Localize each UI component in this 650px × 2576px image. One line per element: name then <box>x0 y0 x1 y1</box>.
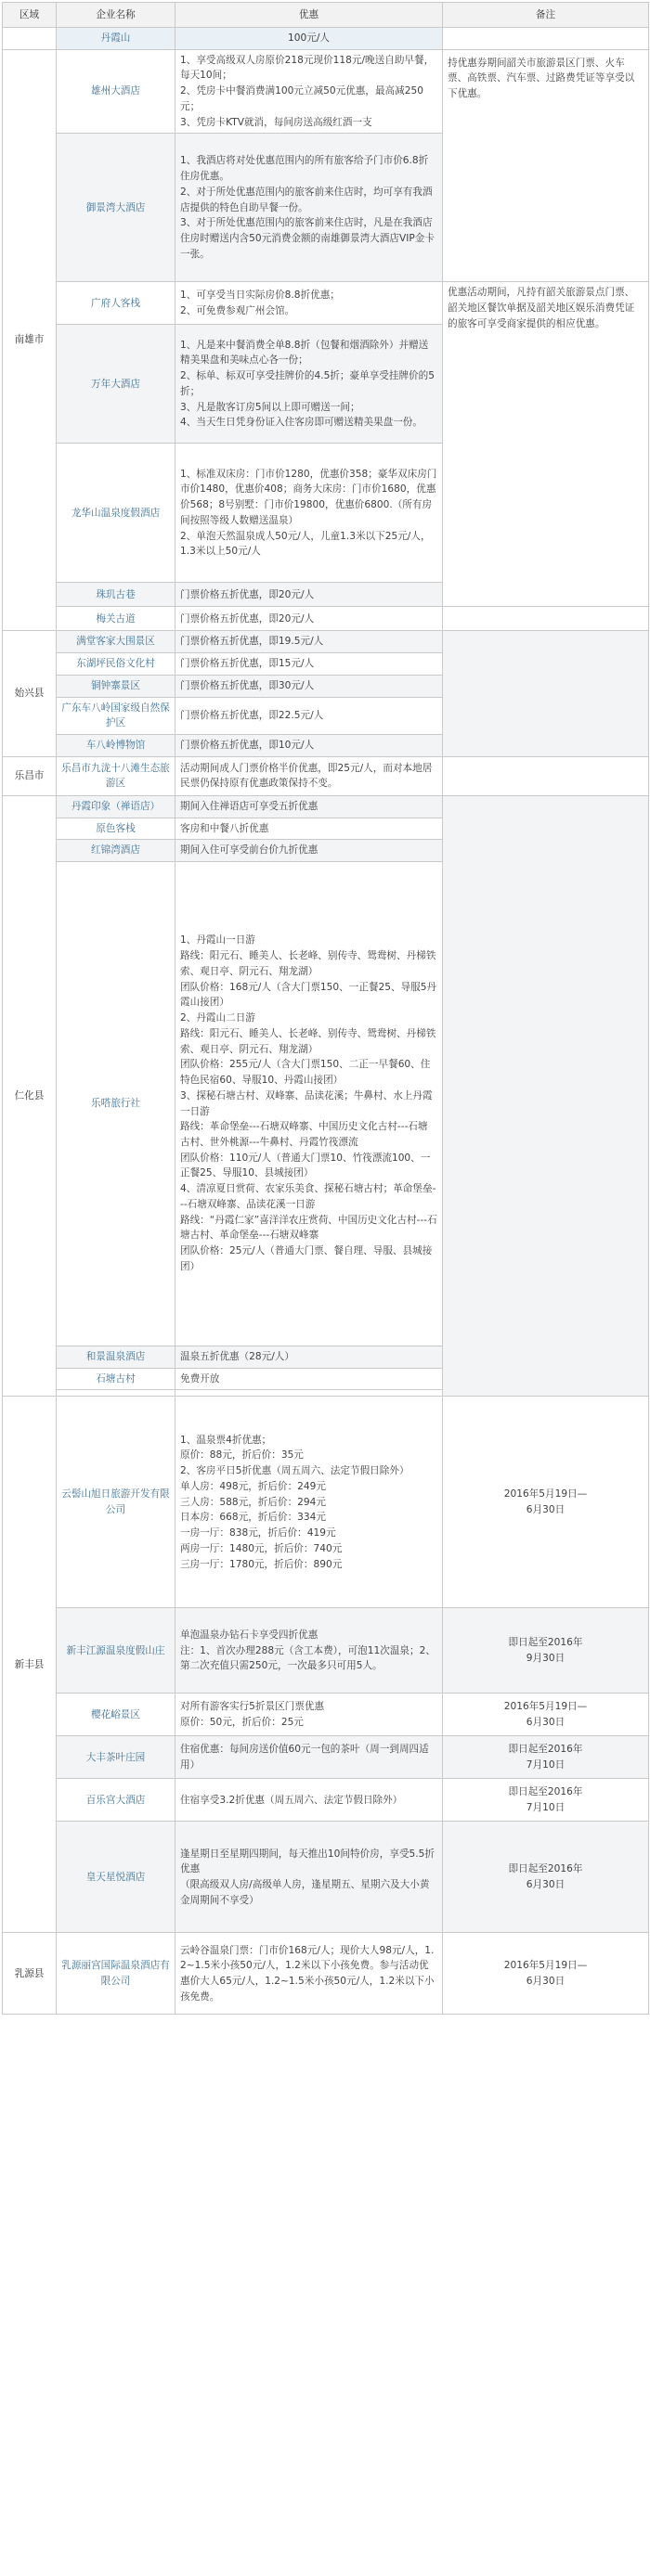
enterprise-zhuji: 珠玑古巷 <box>57 583 176 607</box>
offer-line: 团队价格：110元/人（普通大门票10、竹筏漂流100、一正餐25、导服10、县城接团） <box>180 1152 431 1179</box>
offer-line: 三房一厅：1780元，折后价：890元 <box>180 1558 343 1570</box>
offer-table <box>2 2 649 2015</box>
note-chaye <box>443 1736 649 1779</box>
offer-yujingwan <box>176 134 443 282</box>
offer-danxia-yinxiang: 期间入住禅语店可享受五折优惠 <box>176 795 443 818</box>
offer-line: 3、对于所处优惠范围内的旅客前来住店时，凡是在我酒店住房时赠送内含50元消费金额的南雄御景湾大酒店VIP金卡一张。 <box>180 217 435 260</box>
note-ligong <box>443 1933 649 2015</box>
offer-line: 1、温泉票4折优惠； <box>180 1434 272 1446</box>
table-row <box>3 1608 649 1694</box>
enterprise-danxia-yinxiang: 丹霞印象（禅语店） <box>57 795 176 818</box>
enterprise-longhuashan: 龙华山温泉度假酒店 <box>57 444 176 583</box>
enterprise-donghuping: 东湖坪民俗文化村 <box>57 653 176 676</box>
empty-cell <box>443 607 649 631</box>
enterprise-yunjian: 云髻山旭日旅游开发有限公司 <box>57 1397 176 1608</box>
enterprise-chebaling-museum: 车八岭博物馆 <box>57 735 176 757</box>
table-row <box>3 1933 649 2015</box>
offer-chebaling: 门票价格五折优惠，即22.5元/人 <box>176 697 443 734</box>
offer-line: （限高级双人房/高级单人房，逢星期五、星期六及大小黄金周期间不享受） <box>180 1878 430 1906</box>
offer-yuanse: 客房和中餐八折优惠 <box>176 818 443 840</box>
offer-line: 对所有游客实行5折景区门票优惠 <box>180 1701 325 1713</box>
table-row <box>3 1694 649 1736</box>
offer-ligong: 云岭谷温泉门票：门市价168元/人；现价大人98元/人，1.2~1.5米小孩50元/人，1.2米以下小孩免费。参与活动优惠价大人65元/人，1.2~1.5米小孩50元/人，1.2米以下小孩免费。 <box>176 1933 443 2015</box>
enterprise-jiangbian: 新丰江源温泉度假山庄 <box>57 1608 176 1694</box>
offer-line: 2、客房平日5折优惠（周五周六、法定节假日除外） <box>180 1465 410 1477</box>
note-line: 7月10日 <box>526 1801 566 1813</box>
enterprise-chebaling: 广东车八岭国家级自然保护区 <box>57 697 176 734</box>
note-line: 即日起至2016年 <box>508 1637 583 1649</box>
enterprise-huangtian: 皇天星悦酒店 <box>57 1822 176 1933</box>
enterprise-yuanse: 原色客栈 <box>57 818 176 840</box>
note-nanxiong-2 <box>443 282 649 607</box>
empty-cell <box>57 1390 176 1397</box>
empty-cell <box>443 28 649 50</box>
empty-cell <box>443 756 649 795</box>
note-line: 即日起至2016年 <box>508 1744 583 1756</box>
offer-line: 2、凭房卡中餐消费满100元立减50元优惠，最高减250元； <box>180 85 423 112</box>
offer-line: 3、凭房卡KTV就消，每间房送高级红酒一支 <box>180 116 372 128</box>
empty-cell <box>176 1390 443 1397</box>
offer-line: 4、当天生日凭身份证入住客房即可赠送精美果盘一份。 <box>180 417 422 429</box>
offer-line: 路线：革命堡垒---石塘双峰寨、中国历史文化古村---石塘古村、世外桃源---牛鼻村、丹霞竹筏漂流 <box>180 1121 428 1148</box>
offer-line: 2、对于所处优惠范围内的旅客前来住店时，均可享有我酒店提供的特色自助早餐一份。 <box>180 186 433 213</box>
offer-line: 一房一厅：838元，折后价：419元 <box>180 1527 336 1539</box>
enterprise-mantang: 满堂客家大围景区 <box>57 631 176 653</box>
offer-line: 1、享受高级双人房原价218元现价118元/晚送自助早餐，每天10间； <box>180 54 435 82</box>
note-baile <box>443 1779 649 1822</box>
note-line: 2016年5月19日— <box>503 1701 588 1713</box>
offer-line: 日本房：668元，折后价：334元 <box>180 1512 326 1524</box>
note-line: 2016年5月19日— <box>503 1488 588 1501</box>
offer-line: 3、凡是散客订房5间以上即可赠送一间； <box>180 401 360 413</box>
table-row <box>3 1397 649 1608</box>
offer-line: 原价：88元，折后价：35元 <box>180 1449 304 1462</box>
offer-line: 2、标单、标双可享受挂牌价的4.5折；豪单享受挂牌价的5折； <box>180 370 435 397</box>
enterprise-leda: 乐嗒旅行社 <box>57 862 176 1346</box>
offer-line: 团队价格：168元/人（含大门票150、一正餐25、导服5丹霞山接团） <box>180 981 437 1009</box>
note-line: 即日起至2016年 <box>508 1786 583 1798</box>
region-shixing: 始兴县 <box>3 631 57 756</box>
note-line: 2016年5月19日— <box>503 1960 588 1972</box>
offer-line: 3、探秘石塘古村、双峰寨、品读花溪；牛鼻村、水上丹霞一日游 <box>180 1089 433 1117</box>
header-region: 区域 <box>3 3 57 28</box>
offer-line: 路线：阳元石、睡美人、长老峰、别传寺、鸳鸯树、丹梯铁索、观日亭、阴元石、翔龙湖） <box>180 950 436 977</box>
offer-baile: 住宿享受3.2折优惠（周五周六、法定节假日除外） <box>176 1779 443 1822</box>
offer-line: 注：1、首次办理288元（含工本费），可泡11次温泉；2、第二次充值只需250元，一次最多只可用5人。 <box>180 1644 436 1672</box>
offer-line: 1、标准双床房：门市价1280，优惠价358；豪华双床房门市价1480，优惠价408；商务大床房：门市价1680，优惠价568；8号别墅：门市价19800，优惠价6800.（所有房间按照等级人数赠送温泉） <box>180 468 437 526</box>
offer-line: 原价：50元，折后价：25元 <box>180 1716 304 1728</box>
offer-zhuji: 门票价格五折优惠，即20元/人 <box>176 583 443 607</box>
table-row <box>3 28 649 50</box>
table-row <box>3 631 649 653</box>
offer-donghuping: 门票价格五折优惠，即15元/人 <box>176 653 443 676</box>
note-line: 6月30日 <box>526 1503 566 1515</box>
offer-line: 4、清凉夏日赏荷、农家乐美食、探秘石塘古村；革命堡垒---石塘双峰寨、品读花溪一日游 <box>180 1183 436 1210</box>
region-xinfeng: 新丰县 <box>3 1397 57 1933</box>
offer-hejing: 温泉五折优惠（28元/人） <box>176 1346 443 1369</box>
offer-line: 1、丹霞山一日游 <box>180 934 255 947</box>
offer-line: 2、可免费参观广州会馆。 <box>180 304 295 316</box>
offer-line: 单人房：498元，折后价：249元 <box>180 1480 326 1492</box>
header-note: 备注 <box>443 3 649 28</box>
table-row <box>3 1736 649 1779</box>
table-row <box>3 607 649 631</box>
empty-cell <box>443 631 649 756</box>
note-line: 6月30日 <box>526 1878 566 1890</box>
enterprise-meiguan: 梅关古道 <box>57 607 176 631</box>
offer-line: 1、可享受当日实际房价8.8折优惠； <box>180 290 340 302</box>
enterprise-tongzhongzhai: 铜钟寨景区 <box>57 675 176 697</box>
empty-cell <box>443 795 649 1397</box>
note-jiangbian <box>443 1608 649 1694</box>
table-row <box>3 1779 649 1822</box>
note-line: 9月30日 <box>526 1652 566 1664</box>
offer-wannian <box>176 325 443 444</box>
offer-jiulong: 活动期间成人门票价格半价优惠，即25元/人，而对本地居民票仍保持原有优惠政策保持不变。 <box>176 756 443 795</box>
offer-mantang: 门票价格五折优惠，即19.5元/人 <box>176 631 443 653</box>
table-row <box>3 49 649 134</box>
offer-longhuashan <box>176 444 443 583</box>
offer-leda <box>176 862 443 1346</box>
table-row <box>3 795 649 818</box>
region-lechang: 乐昌市 <box>3 756 57 795</box>
offer-line: 1、凡是来中餐消费全单8.8折（包餐和烟酒除外）并赠送精美果盘和美味点心各一份； <box>180 339 429 367</box>
region-renhua: 仁化县 <box>3 795 57 1397</box>
empty-cell <box>3 28 57 50</box>
offer-huangtian <box>176 1822 443 1933</box>
table-row <box>3 282 649 325</box>
note-line: 优惠活动期间，凡持有韶关旅游景点门票、韶关地区餐饮单据及韶关地区娱乐消费凭证的旅客可享受商家提供的相应优惠。 <box>448 287 635 329</box>
note-line: 7月10日 <box>526 1758 566 1771</box>
offer-xiongzhou <box>176 49 443 134</box>
header-enterprise: 企业名称 <box>57 3 176 28</box>
enterprise-yinghua: 樱花峪景区 <box>57 1694 176 1736</box>
offer-line: 2、丹霞山二日游 <box>180 1012 255 1024</box>
offer-line: 路线：“丹霞仁家”喜洋洋农庄赏荷、中国历史文化古村---石塘古村、革命堡垒---石塘双峰寨 <box>180 1214 437 1242</box>
offer-line: 逢星期日至星期四期间，每天推出10间特价房，享受5.5折优惠 <box>180 1848 435 1875</box>
enterprise-yujingwan: 御景湾大酒店 <box>57 134 176 282</box>
offer-tongzhongzhai: 门票价格五折优惠，即30元/人 <box>176 675 443 697</box>
offer-danxia: 100元/人 <box>176 28 443 50</box>
offer-line: 团队价格：25元/人（普通大门票、餐自理、导服、县城接团） <box>180 1245 433 1272</box>
offer-line: 两房一厅：1480元，折后价：740元 <box>180 1542 343 1554</box>
enterprise-jiulong: 乐昌市九泷十八滩生态旅游区 <box>57 756 176 795</box>
offer-line: 单泡温泉办钻石卡享受四折优惠 <box>180 1629 318 1641</box>
enterprise-hongjinwan: 红锦湾酒店 <box>57 840 176 862</box>
offer-hongjinwan: 期间入住可享受前台价九折优惠 <box>176 840 443 862</box>
region-ruyuan: 乳源县 <box>3 1933 57 2015</box>
offer-chebaling-museum: 门票价格五折优惠，即10元/人 <box>176 735 443 757</box>
offer-line: 路线：阳元石、睡美人、长老峰、别传寺、鸳鸯树、丹梯铁索、观日亭、阴元石、翔龙湖） <box>180 1027 436 1055</box>
offer-yinghua <box>176 1694 443 1736</box>
enterprise-danxia: 丹霞山 <box>57 28 176 50</box>
enterprise-xiongzhou: 雄州大酒店 <box>57 49 176 134</box>
offer-guangfuren <box>176 282 443 325</box>
offer-chaye: 住宿优惠：每间房送价值60元一包的茶叶（周一到周四适用） <box>176 1736 443 1779</box>
region-nanxiong: 南雄市 <box>3 49 57 631</box>
note-line: 即日起至2016年 <box>508 1863 583 1875</box>
offer-table-sheet <box>2 2 648 2015</box>
offer-meiguan: 门票价格五折优惠，即20元/人 <box>176 607 443 631</box>
offer-yunjian <box>176 1397 443 1608</box>
enterprise-chaye: 大丰茶叶庄园 <box>57 1736 176 1779</box>
offer-line: 团队价格：255元/人（含大门票150、二正一早餐60、住特色民宿60、导服10、丹霞山接团） <box>180 1059 431 1087</box>
enterprise-baile: 百乐宫大酒店 <box>57 1779 176 1822</box>
note-line: 6月30日 <box>526 1716 566 1728</box>
table-row <box>3 1822 649 1933</box>
note-line: 6月30日 <box>526 1975 566 1987</box>
offer-line: 三人房：588元，折后价：294元 <box>180 1496 326 1508</box>
enterprise-shitang: 石塘古村 <box>57 1368 176 1390</box>
header-offer: 优惠 <box>176 3 443 28</box>
offer-line: 2、单泡天然温泉成人50元/人，儿童1.3米以下25元/人，1.3米以上50元/人 <box>180 530 431 558</box>
offer-jiangbian <box>176 1608 443 1694</box>
enterprise-hejing: 和景温泉酒店 <box>57 1346 176 1369</box>
enterprise-ligong: 乳源丽宫国际温泉酒店有限公司 <box>57 1933 176 2015</box>
enterprise-wannian: 万年大酒店 <box>57 325 176 444</box>
offer-shitang: 免费开放 <box>176 1368 443 1390</box>
enterprise-guangfuren: 广府人客栈 <box>57 282 176 325</box>
note-yinghua <box>443 1694 649 1736</box>
note-yunjian <box>443 1397 649 1608</box>
table-row <box>3 756 649 795</box>
note-line: 持优惠券期间韶关市旅游景区门票、火车票、高铁票、汽车票、过路费凭证等享受以下优惠。 <box>448 57 635 100</box>
note-huangtian <box>443 1822 649 1933</box>
note-nanxiong <box>443 49 649 282</box>
header-row <box>3 3 649 28</box>
offer-line: 1、我酒店将对处优惠范围内的所有旅客给予门市价6.8折住房优惠。 <box>180 155 429 183</box>
